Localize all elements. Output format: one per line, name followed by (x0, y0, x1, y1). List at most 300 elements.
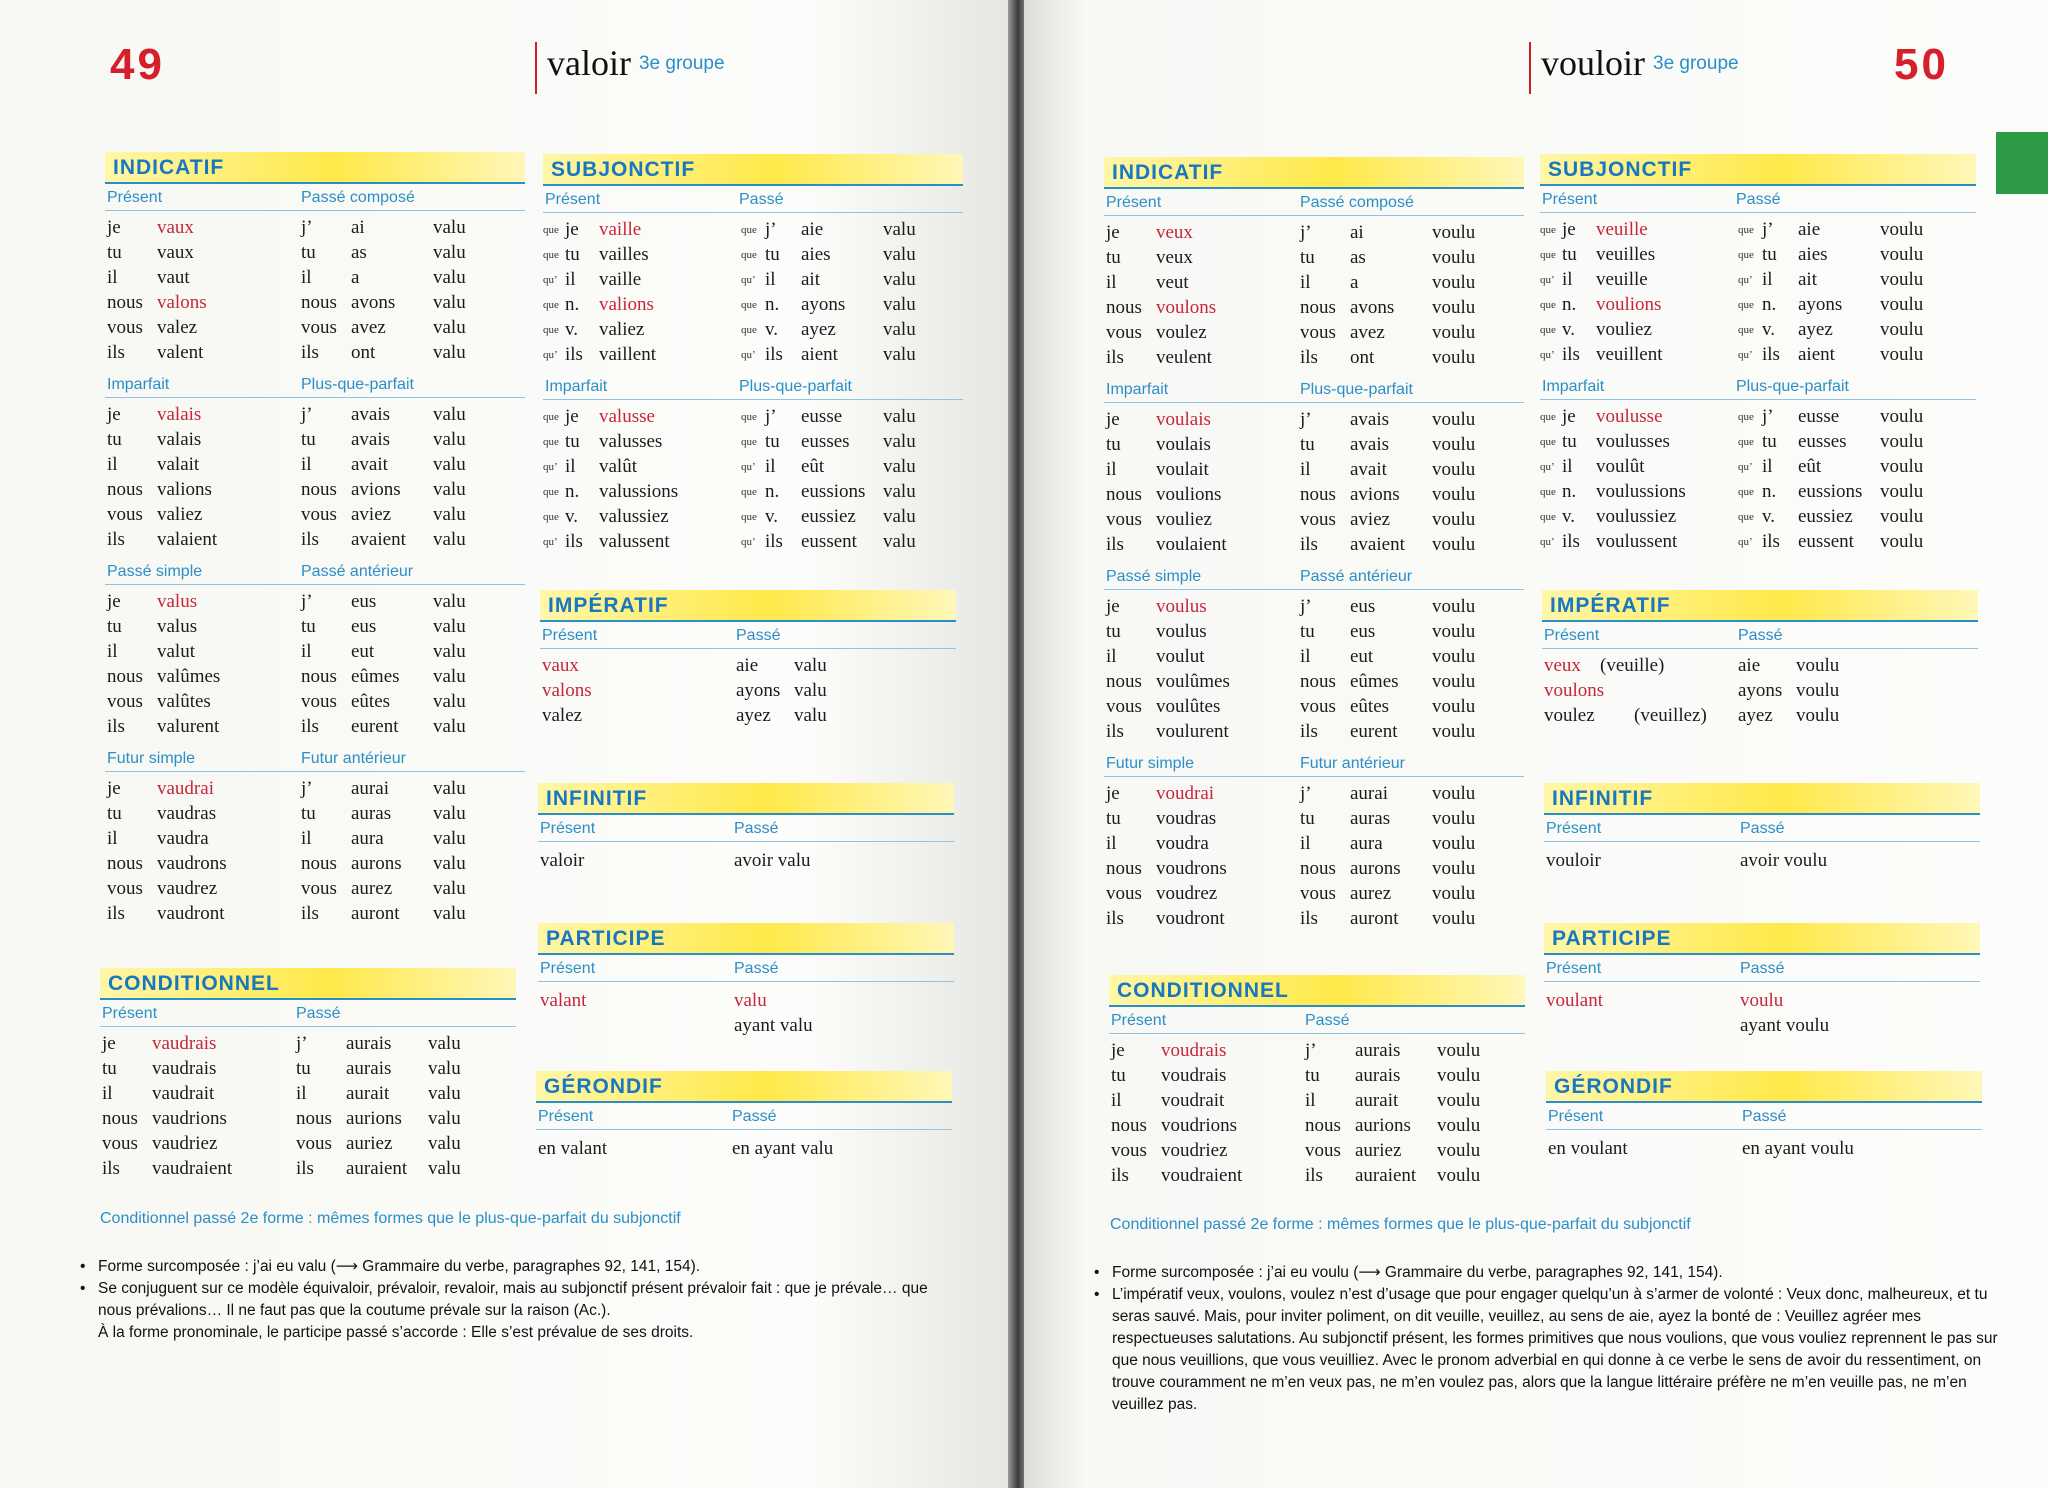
verb-form: valaient (157, 529, 218, 550)
infinitif-present: valoir (540, 850, 585, 871)
conjugation-row (543, 292, 963, 317)
pronoun: n. (1762, 481, 1777, 502)
conjugation-row (1109, 1038, 1525, 1063)
past-participle: voulu (1880, 406, 1924, 427)
past-participle: voulu (1880, 244, 1924, 265)
verb-form: vaudraient (152, 1158, 233, 1179)
conjugation-row (543, 217, 963, 242)
pronoun: il (301, 267, 312, 288)
que-marker: qu’ (1738, 461, 1753, 473)
past-participle: voulu (1432, 671, 1476, 692)
verb-form: voulons (1544, 680, 1605, 701)
que-marker: que (1540, 486, 1556, 498)
participe-passe-compose: ayant voulu (1740, 1015, 1830, 1036)
verb-form: vaille (599, 269, 642, 290)
section-title: SUBJONCTIF (1540, 154, 1976, 186)
conjugation-rows (1104, 594, 1524, 744)
pronoun: tu (1106, 247, 1121, 268)
auxiliary: eût (801, 456, 825, 477)
conjugation-row (1104, 831, 1524, 856)
tense-label: Imparfait (1542, 378, 1605, 395)
auxiliary: auront (351, 903, 400, 924)
conjugation-row (105, 402, 525, 427)
verb-form: veuilles (1596, 244, 1656, 265)
verb-form: vouliez (1596, 319, 1652, 340)
tense-labels (105, 558, 525, 585)
conjugation-row (540, 678, 956, 703)
past-participle: valu (433, 267, 466, 288)
pronoun: nous (1106, 858, 1142, 879)
verb-form: voulussiez (1596, 506, 1677, 527)
verb-form: voudrions (1161, 1115, 1237, 1136)
pronoun: tu (296, 1058, 311, 1079)
auxiliary: aie (801, 219, 824, 240)
pronoun: tu (107, 803, 122, 824)
auxiliary: eusses (801, 431, 850, 452)
past-participle: valu (433, 803, 466, 824)
conjugation-rows (540, 653, 956, 728)
auxiliary: aurions (346, 1108, 402, 1129)
verb-form: valussiez (599, 506, 669, 527)
conjugation-row (1104, 856, 1524, 881)
conjugation-row (1542, 653, 1978, 678)
tense-label: Passé (296, 1005, 341, 1022)
conjugation-row (1104, 906, 1524, 931)
conjugation-row (1104, 594, 1524, 619)
past-participle: valu (433, 529, 466, 550)
auxiliary: avons (351, 292, 396, 313)
verb-form: valus (157, 616, 198, 637)
auxiliary: avons (1350, 297, 1395, 318)
verb-form: voulais (1156, 409, 1211, 430)
gerondif-passe: en ayant valu (732, 1138, 834, 1159)
verb-title: vouloir (1541, 43, 1645, 83)
past-participle: voulu (1796, 680, 1840, 701)
pronoun: tu (107, 242, 122, 263)
conjugation-row (105, 826, 525, 851)
pronoun: j’ (765, 406, 777, 427)
conjugation-row (105, 639, 525, 664)
auxiliary: eus (351, 616, 377, 637)
conjugation-row (1542, 703, 1978, 728)
tense-block (105, 558, 525, 739)
past-participle: valu (433, 454, 466, 475)
auxiliary: aviez (1350, 509, 1391, 530)
pronoun: v. (1562, 506, 1576, 527)
auxiliary: ai (1350, 222, 1364, 243)
tense-labels (1104, 376, 1524, 403)
conjugation-row (540, 653, 956, 678)
pronoun: tu (107, 616, 122, 637)
auxiliary: eut (351, 641, 375, 662)
auxiliary: eussent (801, 531, 857, 552)
pronoun: vous (1305, 1140, 1341, 1161)
auxiliary: aie (1798, 219, 1821, 240)
conditionnel-section (100, 968, 516, 1181)
conjugation-row (1540, 429, 1976, 454)
que-marker: qu’ (741, 349, 756, 361)
tense-labels (1104, 189, 1524, 216)
pronoun: vous (1300, 696, 1336, 717)
pronoun: v. (1762, 319, 1776, 340)
pronoun: nous (1106, 484, 1142, 505)
section-title: IMPÉRATIF (1542, 590, 1978, 622)
past-participle: valu (433, 878, 466, 899)
pronoun: il (1562, 269, 1573, 290)
pronoun: il (296, 1083, 307, 1104)
auxiliary: auras (1350, 808, 1391, 829)
tense-labels (1540, 373, 1976, 400)
auxiliary: aurait (1355, 1090, 1399, 1111)
conjugation-row (1109, 1113, 1525, 1138)
pronoun: tu (565, 244, 580, 265)
que-marker: qu’ (1540, 461, 1555, 473)
section-title: CONDITIONNEL (1109, 975, 1525, 1007)
gerondif-row (1546, 1136, 1982, 1161)
pronoun: ils (1300, 908, 1318, 929)
conjugation-row (1540, 292, 1976, 317)
que-marker: qu’ (1540, 536, 1555, 548)
pronoun: ils (1300, 721, 1318, 742)
auxiliary: ont (351, 342, 376, 363)
que-marker: que (1540, 224, 1556, 236)
auxiliary: eurent (351, 716, 399, 737)
verb-form: vaudrais (152, 1033, 217, 1054)
auxiliary: eûmes (351, 666, 400, 687)
pronoun: ils (565, 344, 583, 365)
pronoun: ils (1106, 908, 1124, 929)
verb-form: veux (1544, 655, 1581, 676)
que-marker: que (1540, 299, 1556, 311)
past-participle: voulu (1437, 1065, 1481, 1086)
verb-form: voulait (1156, 459, 1209, 480)
conjugation-row (1104, 644, 1524, 669)
que-marker: qu’ (741, 536, 756, 548)
pronoun: j’ (301, 778, 313, 799)
pronoun: ils (1106, 721, 1124, 742)
gerondif-row (536, 1136, 952, 1161)
conjugation-row (105, 614, 525, 639)
conjugation-row (1109, 1063, 1525, 1088)
conjugation-row (1540, 454, 1976, 479)
conjugation-row (1104, 619, 1524, 644)
tense-label: Imparfait (107, 376, 170, 393)
conjugation-row (105, 901, 525, 926)
past-participle: valu (883, 344, 916, 365)
tense-labels (1109, 1007, 1525, 1034)
past-participle: voulu (1432, 883, 1476, 904)
past-participle: valu (883, 531, 916, 552)
gerondif-section (536, 1071, 952, 1161)
past-participle: valu (794, 680, 827, 701)
pronoun: je (107, 778, 121, 799)
verb-form: vaudrai (157, 778, 214, 799)
auxiliary: eusse (1798, 406, 1840, 427)
past-participle: valu (883, 506, 916, 527)
past-participle: voulu (1880, 219, 1924, 240)
conjugation-row (105, 851, 525, 876)
right-page (1024, 0, 2048, 1488)
verb-form: valus (157, 591, 198, 612)
tense-block (1540, 186, 1976, 367)
pronoun: il (107, 641, 118, 662)
participe-present: voulant (1546, 990, 1603, 1011)
pronoun: ils (107, 903, 125, 924)
verb-header (535, 42, 725, 94)
verb-form: voulus (1156, 596, 1207, 617)
conjugation-row (1104, 669, 1524, 694)
pronoun: vous (107, 691, 143, 712)
verb-form: vaudrait (152, 1083, 215, 1104)
conjugation-rows (543, 404, 963, 554)
pronoun: j’ (1762, 406, 1774, 427)
pronoun: nous (301, 292, 337, 313)
past-participle: voulu (1432, 509, 1476, 530)
participe-section (538, 923, 954, 1038)
tense-label: Présent (1106, 194, 1162, 211)
past-participle: valu (433, 903, 466, 924)
conjugation-row (543, 317, 963, 342)
conjugation-row (105, 527, 525, 552)
tense-block (1104, 189, 1524, 370)
auxiliary: aurai (1350, 783, 1388, 804)
auxiliary: eussions (1798, 481, 1863, 502)
auxiliary: aviez (351, 504, 392, 525)
verb-form: veulent (1156, 347, 1212, 368)
verb-form: vaillent (599, 344, 656, 365)
pronoun: nous (301, 666, 337, 687)
tense-labels (1544, 815, 1980, 842)
tense-label: Passé (1742, 1108, 1787, 1125)
past-participle: voulu (1432, 409, 1476, 430)
conjugation-row (105, 427, 525, 452)
verb-form: veux (1156, 247, 1193, 268)
past-participle: voulu (1432, 297, 1476, 318)
past-participle: valu (883, 294, 916, 315)
que-marker: que (543, 324, 559, 336)
past-participle: voulu (1432, 858, 1476, 879)
tense-labels (543, 373, 963, 400)
pronoun: ils (1762, 344, 1780, 365)
section-title: INFINITIF (538, 783, 954, 815)
que-marker: qu’ (543, 349, 558, 361)
past-participle: voulu (1432, 596, 1476, 617)
auxiliary: eus (1350, 596, 1376, 617)
conjugation-row (1104, 694, 1524, 719)
auxiliary: eut (1350, 646, 1374, 667)
usage-notes (78, 1256, 938, 1344)
pronoun: n. (1762, 294, 1777, 315)
pronoun: vous (1106, 322, 1142, 343)
verb-form: voudrais (1161, 1065, 1227, 1086)
pronoun: je (102, 1033, 116, 1054)
tense-labels (536, 1103, 952, 1130)
tense-label: Présent (1542, 191, 1598, 208)
conjugation-row (105, 265, 525, 290)
pronoun: il (1562, 456, 1573, 477)
pronoun: je (565, 406, 579, 427)
pronoun: tu (1106, 434, 1121, 455)
pronoun: nous (107, 479, 143, 500)
tense-block (1104, 376, 1524, 557)
verb-form: valûtes (157, 691, 211, 712)
auxiliary: aurons (351, 853, 402, 874)
pronoun: tu (1106, 808, 1121, 829)
pronoun: il (301, 828, 312, 849)
que-marker: que (1738, 324, 1754, 336)
que-marker: qu’ (741, 274, 756, 286)
pronoun: il (301, 641, 312, 662)
verb-form: valût (599, 456, 637, 477)
que-marker: que (741, 249, 757, 261)
pronoun: nous (1300, 484, 1336, 505)
auxiliary: aie (736, 655, 759, 676)
pronoun: il (107, 828, 118, 849)
pronoun: vous (107, 504, 143, 525)
tense-label: Passé (734, 960, 779, 977)
past-participle: valu (428, 1158, 461, 1179)
auxiliary: eussent (1798, 531, 1854, 552)
auxiliary: avait (351, 454, 388, 475)
past-participle: valu (433, 778, 466, 799)
pronoun: tu (1562, 431, 1577, 452)
pronoun: tu (301, 242, 316, 263)
conjugation-row (1104, 806, 1524, 831)
pronoun: j’ (296, 1033, 308, 1054)
conjugation-row (105, 689, 525, 714)
conjugation-row (105, 477, 525, 502)
pronoun: il (765, 269, 776, 290)
verb-form: valons (157, 292, 207, 313)
pronoun: n. (1562, 294, 1577, 315)
tense-label: Présent (538, 1108, 594, 1125)
conjugation-row (1104, 407, 1524, 432)
pronoun: ils (1106, 534, 1124, 555)
pronoun: je (107, 217, 121, 238)
que-marker: qu’ (543, 274, 558, 286)
verb-form: voulusse (1596, 406, 1663, 427)
pronoun: je (1106, 596, 1120, 617)
conjugation-row (1109, 1163, 1525, 1188)
past-participle: voulu (1437, 1165, 1481, 1186)
que-marker: que (741, 436, 757, 448)
pronoun: ils (107, 342, 125, 363)
auxiliary: aient (1798, 344, 1835, 365)
tense-label: Imparfait (1106, 381, 1169, 398)
verb-form: valiez (599, 319, 645, 340)
conjugation-row (105, 589, 525, 614)
conjugation-row (1104, 719, 1524, 744)
verb-form: valusse (599, 406, 655, 427)
past-participle: valu (433, 853, 466, 874)
verb-form: vaux (157, 242, 194, 263)
past-participle: voulu (1432, 646, 1476, 667)
que-marker: que (543, 511, 559, 523)
auxiliary: aura (1350, 833, 1383, 854)
verb-form: voulaient (1156, 534, 1227, 555)
pronoun: tu (1562, 244, 1577, 265)
pronoun: tu (107, 429, 122, 450)
past-participle: voulu (1880, 344, 1924, 365)
past-participle: valu (433, 479, 466, 500)
tense-block (1104, 750, 1524, 931)
pronoun: il (1106, 646, 1117, 667)
section-title: SUBJONCTIF (543, 154, 963, 186)
conjugation-row (1104, 220, 1524, 245)
past-participle: voulu (1880, 506, 1924, 527)
pronoun: vous (1300, 509, 1336, 530)
pronoun: tu (1300, 808, 1315, 829)
pronoun: tu (1762, 431, 1777, 452)
section-title: PARTICIPE (538, 923, 954, 955)
thumb-tab (1996, 132, 2048, 194)
pronoun: il (1106, 272, 1117, 293)
verb-form: valait (157, 454, 200, 475)
auxiliary: ayons (801, 294, 846, 315)
auxiliary: eussions (801, 481, 866, 502)
que-marker: que (1738, 249, 1754, 261)
usage-notes (1092, 1262, 2012, 1416)
past-participle: voulu (1432, 621, 1476, 642)
past-participle: valu (428, 1133, 461, 1154)
past-participle: valu (433, 716, 466, 737)
conjugation-row (543, 529, 963, 554)
tense-label: Passé (1740, 820, 1785, 837)
pronoun: ils (301, 342, 319, 363)
auxiliary: aies (1798, 244, 1828, 265)
verb-form: vaille (599, 219, 642, 240)
que-marker: que (1738, 511, 1754, 523)
pronoun: il (1111, 1090, 1122, 1111)
conjugation-row (543, 454, 963, 479)
tense-label: Plus-que-parfait (1300, 381, 1413, 398)
verb-form: voudra (1156, 833, 1209, 854)
pronoun: tu (565, 431, 580, 452)
pronoun: v. (565, 319, 579, 340)
auxiliary: ait (801, 269, 820, 290)
past-participle: voulu (1437, 1115, 1481, 1136)
pronoun: nous (1300, 671, 1336, 692)
pronoun: j’ (765, 219, 777, 240)
pronoun: v. (565, 506, 579, 527)
tense-labels (105, 745, 525, 772)
tense-label: Présent (102, 1005, 158, 1022)
pronoun: n. (1562, 481, 1577, 502)
conjugation-row (105, 240, 525, 265)
past-participle: voulu (1880, 269, 1924, 290)
tense-block (1540, 373, 1976, 554)
pronoun: nous (1106, 297, 1142, 318)
verb-form: voulais (1156, 434, 1211, 455)
past-participle: valu (428, 1108, 461, 1129)
pronoun: n. (565, 481, 580, 502)
auxiliary: eusse (801, 406, 843, 427)
pronoun: j’ (301, 217, 313, 238)
subjonctif-section (543, 154, 963, 554)
tense-label: Futur simple (1106, 755, 1195, 772)
pronoun: il (1300, 272, 1311, 293)
past-participle: voulu (1880, 319, 1924, 340)
que-marker: que (1540, 511, 1556, 523)
pronoun: nous (1111, 1115, 1147, 1136)
verb-form: vaut (157, 267, 190, 288)
pronoun: ils (107, 529, 125, 550)
conjugation-row (1104, 270, 1524, 295)
conjugation-row (105, 876, 525, 901)
que-marker: que (1738, 436, 1754, 448)
past-participle: voulu (1432, 696, 1476, 717)
pronoun: tu (301, 803, 316, 824)
